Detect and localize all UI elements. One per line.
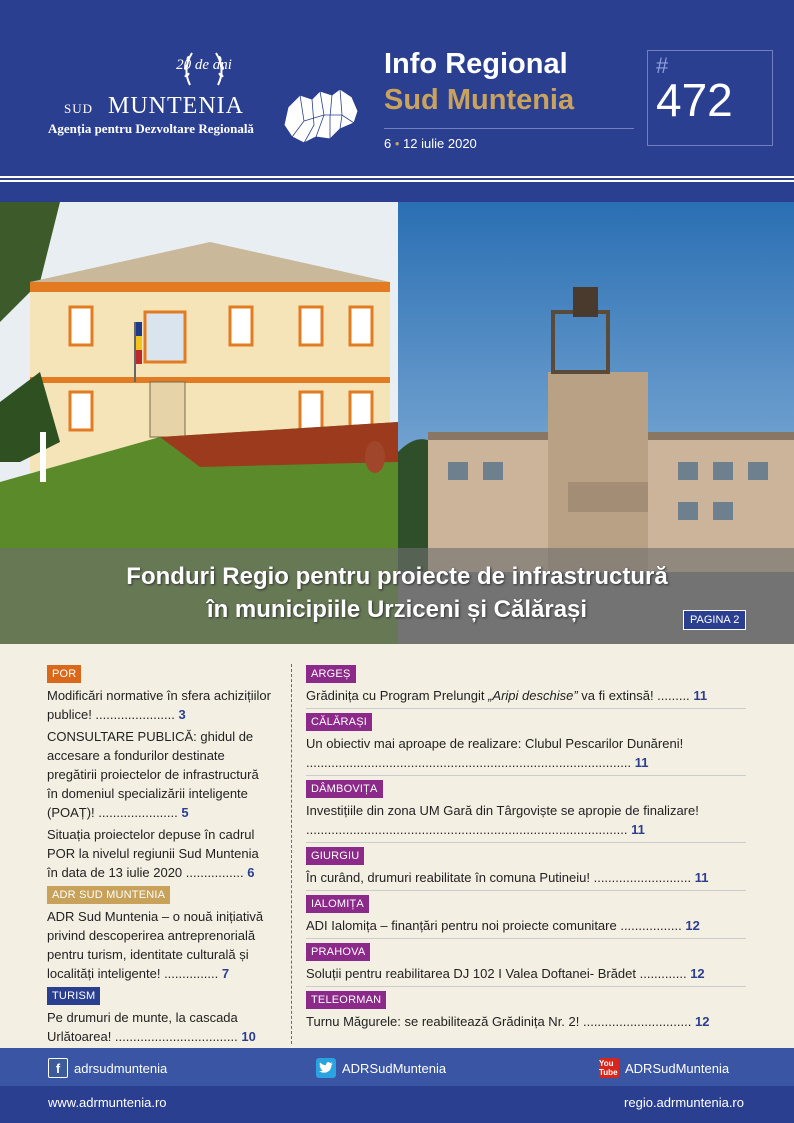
toc-entry-page: 11 <box>693 688 708 703</box>
toc-entry[interactable] <box>306 868 746 891</box>
anniversary-text: 20 de ani <box>176 57 232 73</box>
logo-sud-text: SUD <box>64 101 94 116</box>
toc-entry-page: 6 <box>247 865 255 880</box>
toc-entry-text: Situația proiectelor depuse în cadrul POR la nivelul regiunii Sud Muntenia în data de 13 iulie 2020 ................ <box>47 827 259 880</box>
toc-entry-text: În curând, drumuri reabilitate în comuna Putineiu! ........................... <box>306 870 692 885</box>
toc-entry-text: CONSULTARE PUBLICĂ: ghidul de accesare a fondurilor destinate pregătirii proiectelor de infrastructură în domeniul specializării inteligente (POAȚ)! ...................... <box>47 729 259 820</box>
toc-entry-page: 7 <box>221 966 230 981</box>
facebook-icon: f <box>48 1058 68 1078</box>
twitter-handle: ADRSudMuntenia <box>342 1060 447 1076</box>
toc-entry[interactable] <box>306 916 746 939</box>
toc-entry-page: 12 <box>694 1014 710 1029</box>
toc-entry-text: Un obiectiv mai aproape de realizare: Clubul Pescarilor Dunăreni! .......................................................................................... <box>306 736 684 770</box>
facebook-handle: adrsudmuntenia <box>74 1060 168 1076</box>
anniversary-wreath-icon <box>176 45 232 95</box>
section-tag-prahova: PRAHOVA <box>306 943 370 961</box>
twitter-link[interactable] <box>316 1058 446 1078</box>
logo-muntenia-text: MUNTENIA <box>108 93 244 119</box>
issue-date <box>384 136 477 151</box>
toc-entry[interactable] <box>47 686 271 724</box>
regio-website-link[interactable]: regio.adrmuntenia.ro <box>624 1095 744 1110</box>
adr-logo[interactable] <box>48 45 363 155</box>
toc-left-column <box>47 664 271 1049</box>
toc-entry[interactable] <box>47 825 271 882</box>
header-stripe <box>0 172 794 202</box>
page-badge[interactable]: PAGINA 2 <box>683 610 746 630</box>
column-divider <box>291 664 292 1044</box>
header <box>0 0 794 172</box>
toc-entry-page: 11 <box>694 870 709 885</box>
twitter-icon <box>316 1058 336 1078</box>
section-tag-calarasi: CĂLĂRAȘI <box>306 713 372 731</box>
toc-entry-page: 11 <box>631 822 645 837</box>
youtube-icon: You Tube <box>599 1059 618 1077</box>
title-info-regional: Info Regional <box>384 48 568 80</box>
toc-entry-text: Pe drumuri de munte, la cascada Urlătoarea! .................................. <box>47 1010 238 1044</box>
toc-entry-page: 3 <box>178 707 186 722</box>
social-bar <box>0 1048 794 1086</box>
toc-entry-text: Investițiile din zona UM Gară din Târgoviște se apropie de finalizare! ......................................................................................... <box>306 803 699 837</box>
toc-entry[interactable] <box>306 1012 746 1034</box>
section-tag-adr: ADR SUD MUNTENIA <box>47 886 170 904</box>
toc-entry-page: 11 <box>634 755 649 770</box>
hero-headline-line1: Fonduri Regio pentru proiecte de infrastructură <box>126 563 668 590</box>
toc-right-column <box>306 664 746 1037</box>
facebook-link[interactable] <box>48 1058 167 1078</box>
toc-entry-text: Modificări normative în sfera achizițiilor publice! ...................... <box>47 688 271 722</box>
section-tag-dambovita: DÂMBOVIȚA <box>306 780 383 798</box>
date-separator: • <box>394 136 400 151</box>
hero-section[interactable] <box>0 202 794 644</box>
toc-entry-text-end: va fi extinsă! ......... <box>577 688 690 703</box>
footer <box>0 1086 794 1123</box>
youtube-link[interactable] <box>599 1058 729 1078</box>
section-tag-ialomita: IALOMIȚA <box>306 895 369 913</box>
section-tag-por: POR <box>47 665 81 683</box>
title-divider <box>384 128 634 129</box>
section-tag-giurgiu: GIURGIU <box>306 847 364 865</box>
toc-entry-page: 10 <box>241 1029 256 1044</box>
toc-entry[interactable] <box>47 907 271 983</box>
title-sud-muntenia: Sud Muntenia <box>384 84 575 116</box>
toc-entry[interactable] <box>47 727 271 822</box>
section-tag-turism: TURISM <box>47 987 100 1005</box>
toc-entry-page: 12 <box>690 966 705 981</box>
toc-entry-italic: „Aripi deschise” <box>488 688 578 703</box>
toc-entry-text: ADI Ialomița – finanțări pentru noi proiecte comunitare ................. <box>306 918 682 933</box>
website-link[interactable]: www.adrmuntenia.ro <box>48 1095 167 1110</box>
toc-entry[interactable] <box>47 1008 271 1046</box>
date-start: 6 <box>384 136 392 151</box>
toc-entry[interactable] <box>306 734 746 776</box>
toc-entry-text: Grădinița cu Program Prelungit <box>306 688 489 703</box>
hero-headline[interactable] <box>0 560 794 626</box>
toc-entry[interactable] <box>306 964 746 987</box>
section-tag-arges: ARGEȘ <box>306 665 356 683</box>
toc-entry[interactable] <box>306 801 746 843</box>
youtube-handle: ADRSudMuntenia <box>625 1060 730 1076</box>
issue-number: 472 <box>656 74 733 126</box>
hero-headline-line2: în municipiile Urziceni și Călărași <box>206 596 588 623</box>
toc-entry-text: Soluții pentru reabilitarea DJ 102 I Valea Doftanei- Brădet ............. <box>306 966 687 981</box>
toc-entry-page: 5 <box>181 805 189 820</box>
toc-entry[interactable] <box>306 686 746 709</box>
newsletter-title <box>384 46 634 118</box>
logo-agency-text: Agenția pentru Dezvoltare Regională <box>48 121 254 136</box>
toc-entry-text: Turnu Măgurele: se reabilitează Grădinița Nr. 2! .............................. <box>306 1014 692 1029</box>
toc-entry-page: 12 <box>685 918 700 933</box>
date-rest: 12 iulie 2020 <box>403 136 477 151</box>
section-tag-teleorman: TELEORMAN <box>306 991 386 1009</box>
toc-entry-text: ADR Sud Muntenia – o nouă inițiativă privind descoperirea antreprenorială pentru turism, identitate culturală și localități inteligente! ............... <box>47 909 264 981</box>
issue-number-box <box>647 50 773 146</box>
region-map-icon <box>280 85 362 147</box>
hash-symbol: # <box>656 53 669 78</box>
